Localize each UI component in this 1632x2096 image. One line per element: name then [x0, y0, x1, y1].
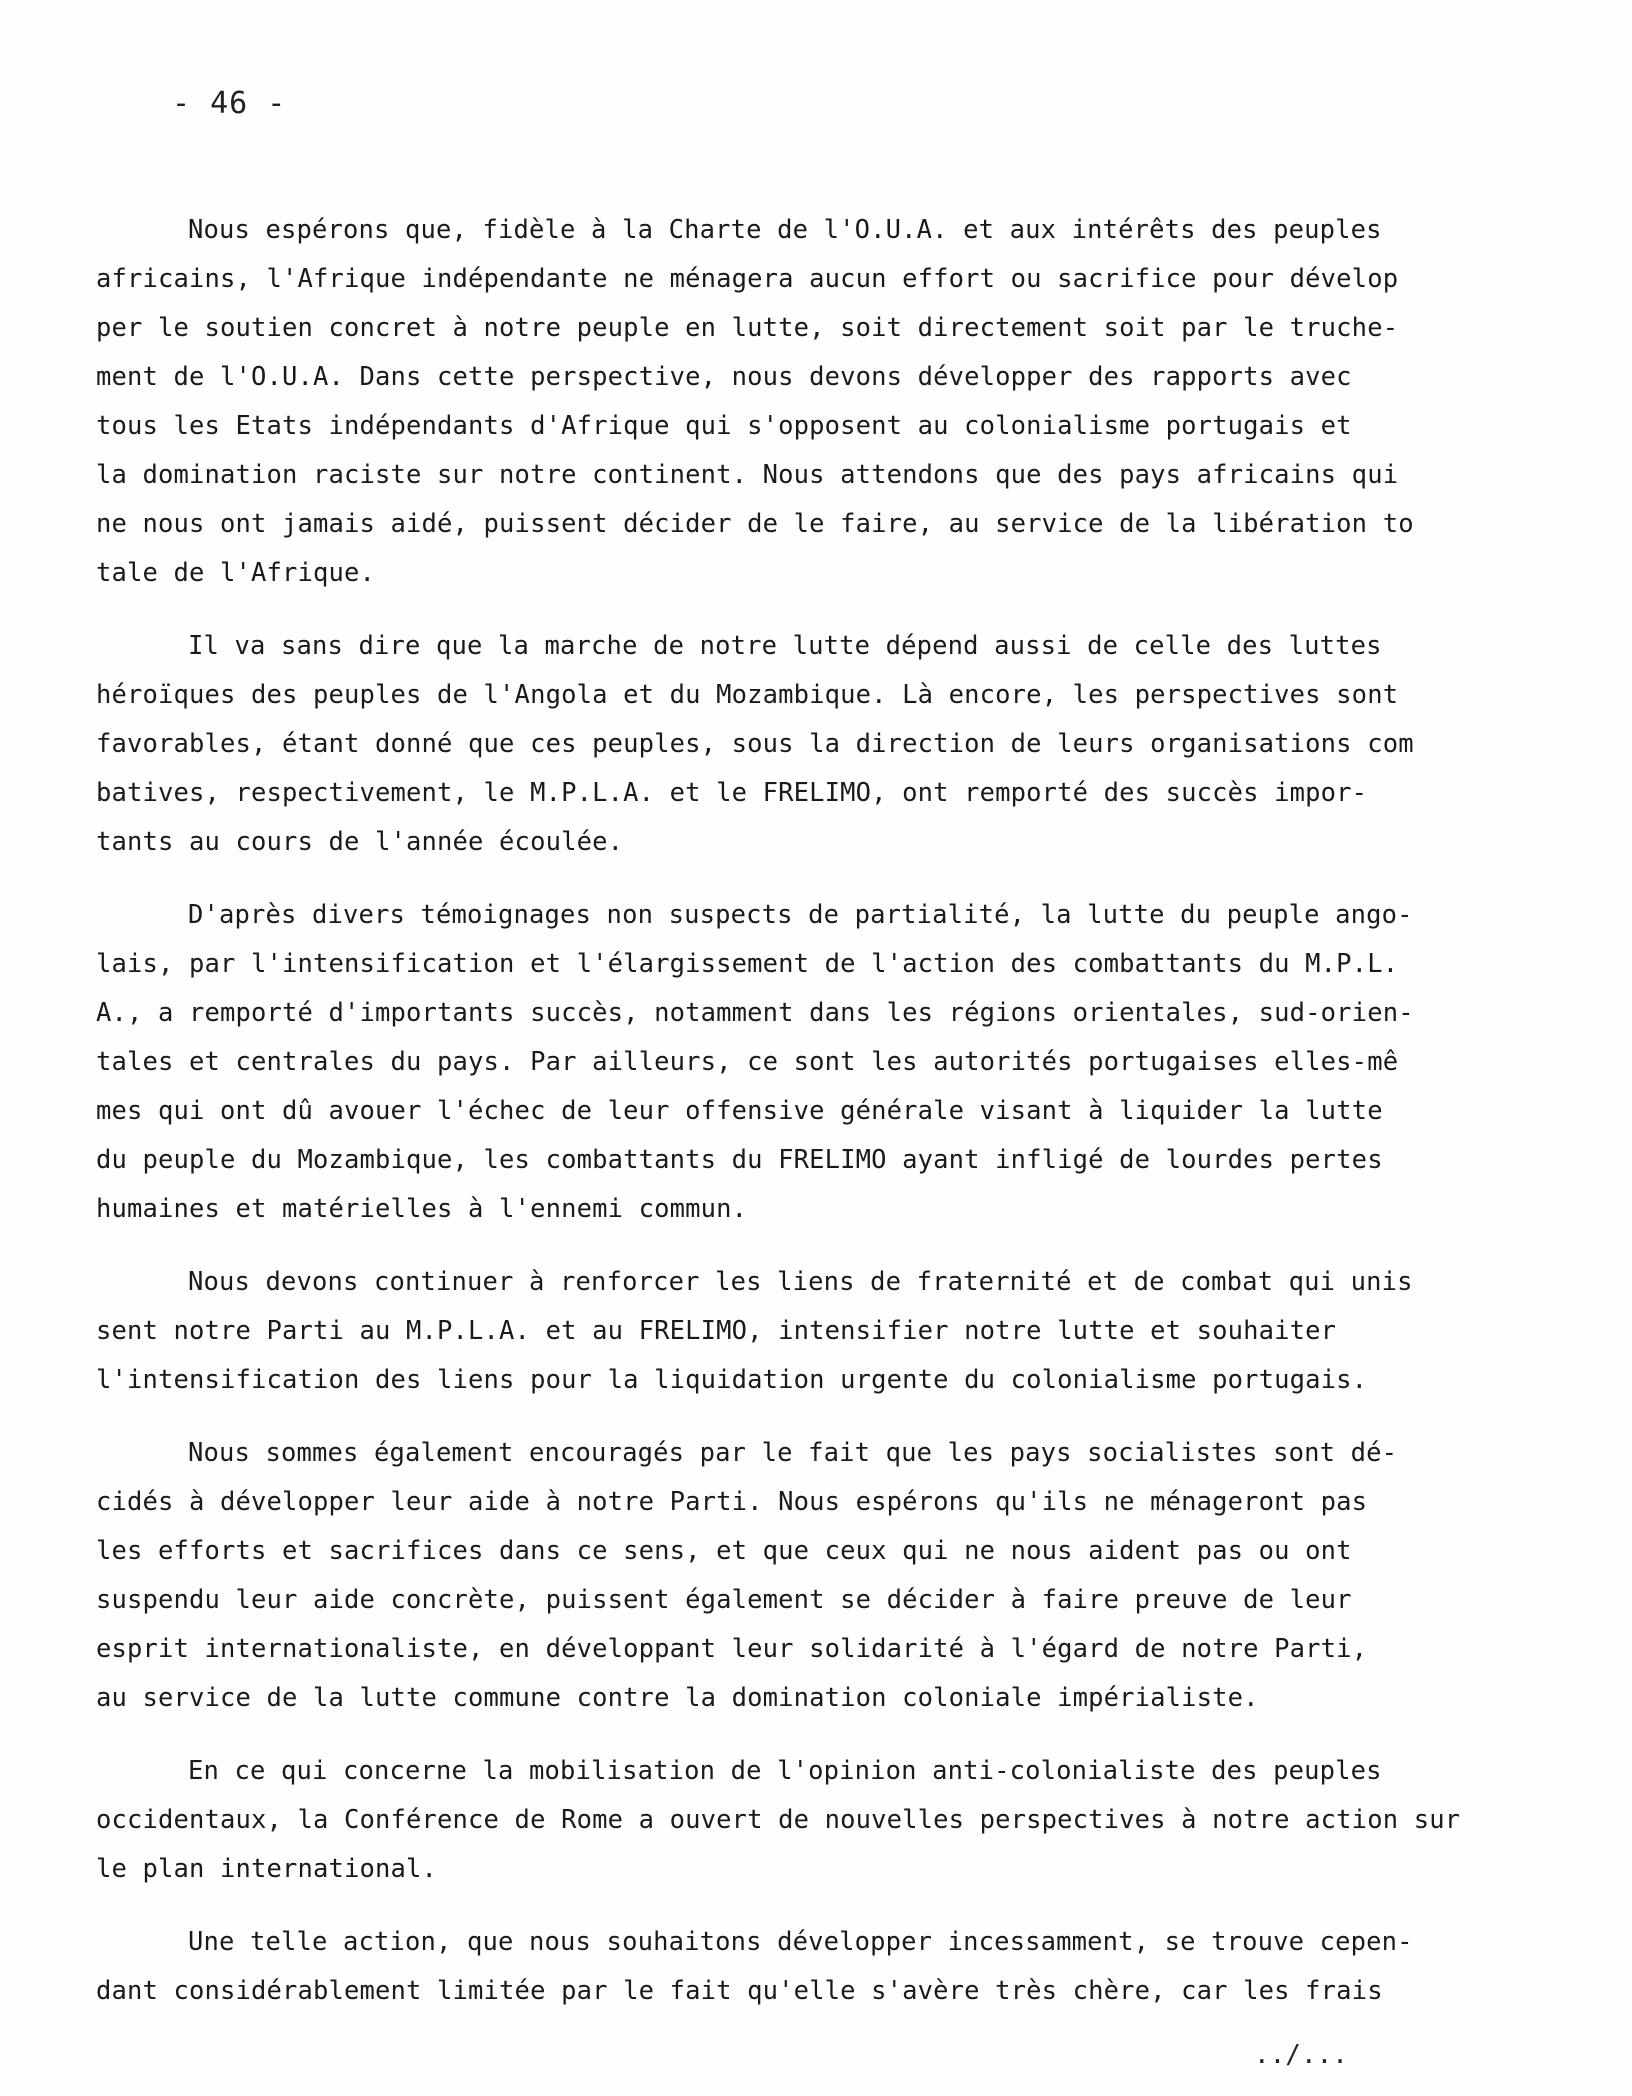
text-line: tous les Etats indépendants d'Afrique qui s'opposent au colonialisme portugais et [96, 411, 1352, 441]
text-line: esprit internationaliste, en développant leur solidarité à l'égard de notre Parti, [96, 1634, 1368, 1664]
text-line: humaines et matérielles à l'ennemi commun. [96, 1194, 748, 1224]
text-line: Nous sommes également encouragés par le fait que les pays socialistes sont dé- [188, 1438, 1398, 1468]
text-line: tales et centrales du pays. Par ailleurs, ce sont les autorités portugaises elles-mê [96, 1047, 1399, 1077]
text-line: Il va sans dire que la marche de notre lutte dépend aussi de celle des luttes [188, 631, 1382, 661]
body-text [96, 206, 1461, 2040]
text-line: per le soutien concret à notre peuple en lutte, soit directement soit par le truche- [96, 313, 1399, 343]
text-line: l'intensification des liens pour la liquidation urgente du colonialisme portugais. [96, 1365, 1368, 1395]
paragraph-oua-support [96, 206, 1446, 598]
text-line: occidentaux, la Conférence de Rome a ouvert de nouvelles perspectives à notre action sur [96, 1805, 1461, 1835]
text-line: lais, par l'intensification et l'élargissement de l'action des combattants du M.P.L. [96, 949, 1399, 979]
text-line: cidés à développer leur aide à notre Parti. Nous espérons qu'ils ne ménageront pas [96, 1487, 1368, 1517]
paragraph-testimonies [96, 891, 1446, 1234]
text-line: dant considérablement limitée par le fait qu'elle s'avère très chère, car les frais [96, 1976, 1383, 2006]
text-line: au service de la lutte commune contre la domination coloniale impérialiste. [96, 1683, 1259, 1713]
text-line: la domination raciste sur notre continent. Nous attendons que des pays africains qui [96, 460, 1399, 490]
text-line: favorables, étant donné que ces peuples, sous la direction de leurs organisations com [96, 729, 1414, 759]
paragraph-costs [96, 1918, 1446, 2016]
text-line: les efforts et sacrifices dans ce sens, et que ceux qui ne nous aident pas ou ont [96, 1536, 1352, 1566]
text-line: du peuple du Mozambique, les combattants du FRELIMO ayant infligé de lourdes pertes [96, 1145, 1383, 1175]
text-line: ment de l'O.U.A. Dans cette perspective, nous devons développer des rapports avec [96, 362, 1352, 392]
text-line: le plan international. [96, 1854, 438, 1884]
page-number: - 46 - [172, 86, 287, 121]
text-line: A., a remporté d'importants succès, notamment dans les régions orientales, sud-orien- [96, 998, 1414, 1028]
text-line: Nous espérons que, fidèle à la Charte de l'O.U.A. et aux intérêts des peuples [188, 215, 1382, 245]
text-line: suspendu leur aide concrète, puissent également se décider à faire preuve de leur [96, 1585, 1352, 1615]
text-line: Une telle action, que nous souhaitons développer incessamment, se trouve cepen- [188, 1927, 1413, 1957]
paragraph-socialist-countries [96, 1429, 1446, 1723]
text-line: africains, l'Afrique indépendante ne ménagera aucun effort ou sacrifice pour dévelop [96, 264, 1399, 294]
text-line: ne nous ont jamais aidé, puissent décider de le faire, au service de la libération to [96, 509, 1414, 539]
text-line: tants au cours de l'année écoulée. [96, 827, 624, 857]
text-line: D'après divers témoignages non suspects de partialité, la lutte du peuple ango- [188, 900, 1413, 930]
text-line: En ce qui concerne la mobilisation de l'opinion anti-colonialiste des peuples [188, 1756, 1382, 1786]
text-line: batives, respectivement, le M.P.L.A. et le FRELIMO, ont remporté des succès impor- [96, 778, 1368, 808]
paragraph-angola-mozambique [96, 622, 1446, 867]
text-line: Nous devons continuer à renforcer les liens de fraternité et de combat qui unis [188, 1267, 1413, 1297]
text-line: sent notre Parti au M.P.L.A. et au FRELIMO, intensifier notre lutte et souhaiter [96, 1316, 1337, 1346]
continuation-mark: ../... [1254, 2040, 1348, 2070]
text-line: mes qui ont dû avouer l'échec de leur offensive générale visant à liquider la lutte [96, 1096, 1383, 1126]
text-line: tale de l'Afrique. [96, 558, 376, 588]
text-line: héroïques des peuples de l'Angola et du Mozambique. Là encore, les perspectives sont [96, 680, 1399, 710]
paragraph-rome-conference [96, 1747, 1461, 1894]
paragraph-fraternity [96, 1258, 1446, 1405]
